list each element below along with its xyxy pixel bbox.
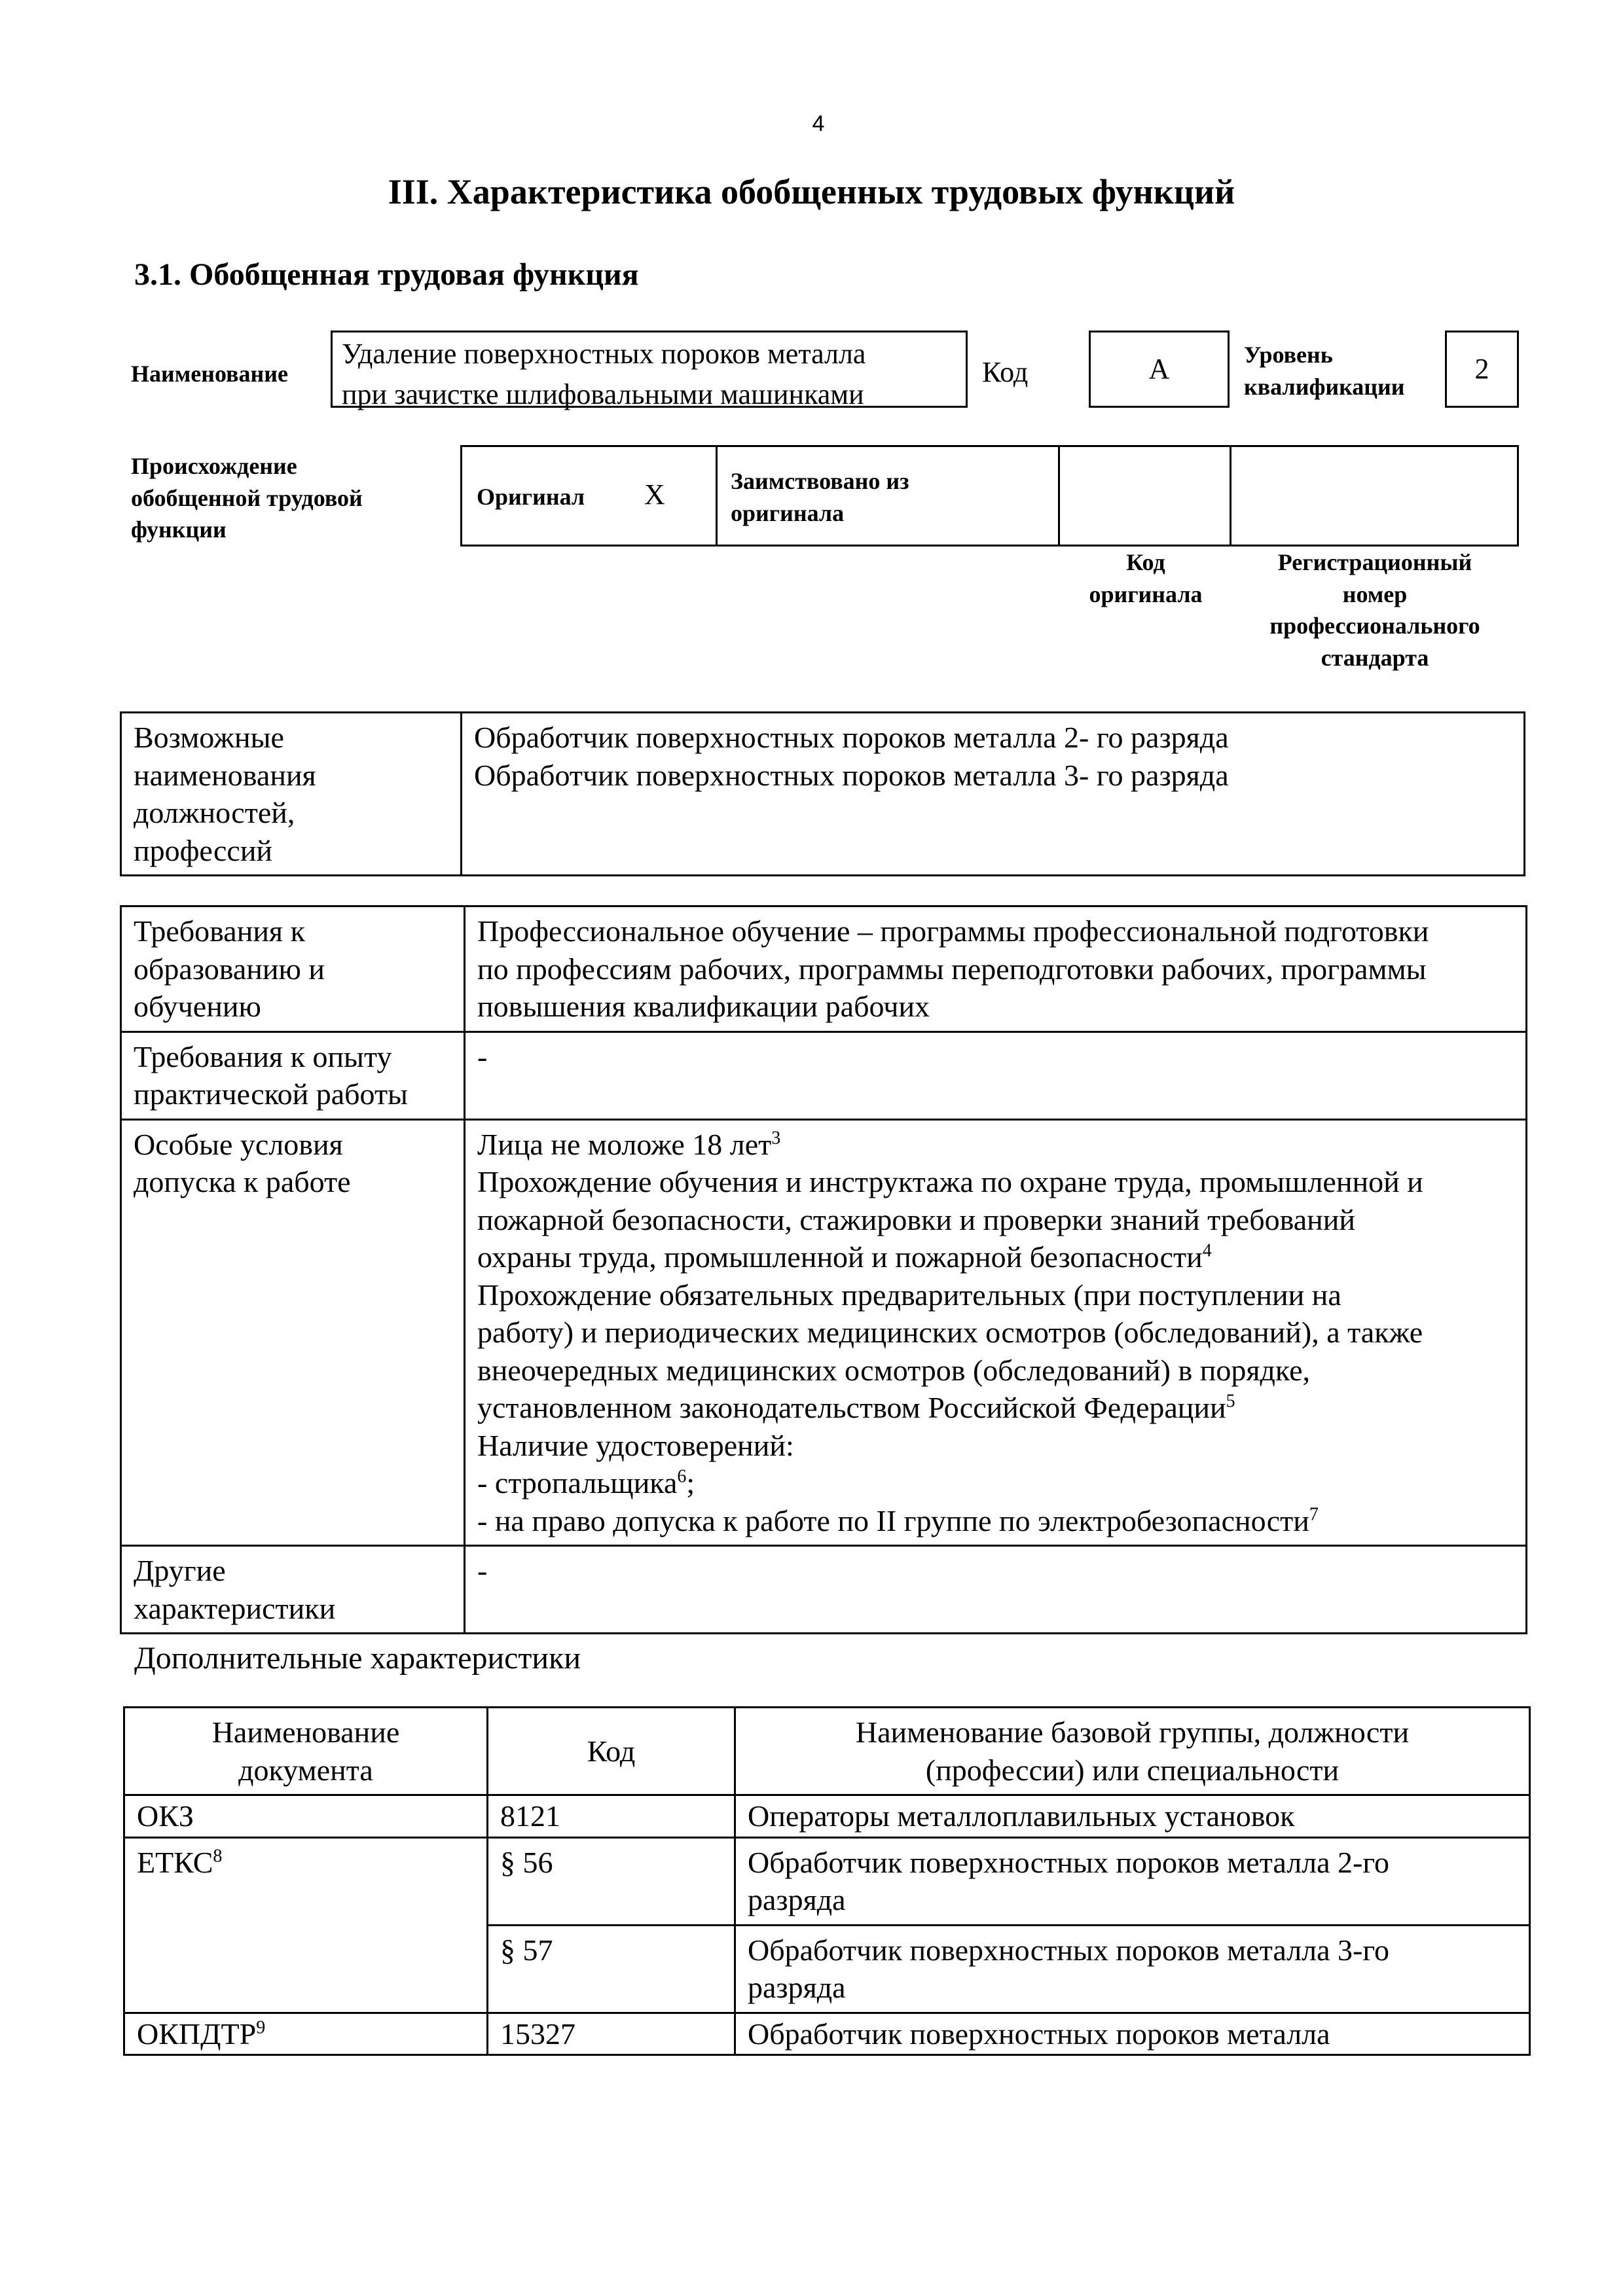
conditions-line5: Прохождение обязательных предварительных (при поступлении на <box>477 1278 1341 1312</box>
other-label-line1: Другие <box>134 1554 226 1587</box>
okz-code: 8121 <box>488 1795 735 1838</box>
positions-label-line1: Возможные <box>134 721 284 754</box>
conditions-line11-text: - на право допуска к работе по II группе по электробезопасности <box>477 1503 1309 1537</box>
positions-value-line2: Обработчик поверхностных пороков металла 3- го разряда <box>474 758 1229 792</box>
origin-label-line1: Происхождение <box>131 453 297 479</box>
column-header-document <box>124 1708 488 1795</box>
conditions-line3: пожарной безопасности, стажировки и проверки знаний требований <box>477 1202 1356 1236</box>
conditions-line4-text: охраны труда, промышленной и пожарной безопасности <box>477 1240 1203 1274</box>
footnote-ref-4: 4 <box>1202 1240 1212 1261</box>
registration-line3: профессионального <box>1269 613 1480 639</box>
column-header-name <box>735 1708 1530 1795</box>
positions-label <box>121 713 462 876</box>
column-header-name-line1: Наименование базовой группы, должности <box>855 1715 1410 1749</box>
education-label-line2: образованию и <box>134 952 325 986</box>
footnote-ref-8: 8 <box>213 1846 223 1867</box>
education-line2: по профессиям рабочих, программы переподготовки рабочих, программы <box>477 952 1427 986</box>
column-header-name-line2: (профессии) или специальности <box>925 1753 1340 1787</box>
table-row <box>121 906 1527 1032</box>
etks-name-57-line2: разряда <box>748 1971 846 2004</box>
positions-label-line2: наименования <box>134 758 316 792</box>
other-label-line2: характеристики <box>134 1591 336 1625</box>
level-label-line1: Уровень <box>1244 342 1333 368</box>
subsection-title: 3.1. Обобщенная трудовая функция <box>134 257 639 292</box>
code-original-line1: Код <box>1126 549 1165 575</box>
table-row <box>121 1119 1527 1546</box>
level-label <box>1244 339 1405 403</box>
table-row <box>124 1837 1530 1925</box>
conditions-label <box>121 1119 465 1546</box>
positions-value-line1: Обработчик поверхностных пороков металла 2- го разряда <box>474 721 1229 754</box>
additional-table <box>123 1706 1531 2056</box>
conditions-line2: Прохождение обучения и инструктажа по охране труда, промышленной и <box>477 1165 1423 1198</box>
conditions-label-line2: допуска к работе <box>134 1165 351 1198</box>
okpdtr-document-text: ОКПДТР <box>137 2017 257 2051</box>
etks-name-57-line1: Обработчик поверхностных пороков металла 3-го <box>748 1933 1390 1967</box>
origin-divider-1 <box>716 447 718 547</box>
code-value-box: А <box>1089 331 1230 408</box>
conditions-label-line1: Особые условия <box>134 1127 343 1161</box>
column-header-document-line1: Наименование <box>211 1715 400 1749</box>
table-row <box>121 713 1525 876</box>
conditions-line9: Наличие удостоверений: <box>477 1428 794 1462</box>
conditions-value <box>465 1119 1527 1546</box>
okz-document: ОКЗ <box>124 1795 488 1838</box>
footnote-ref-3: 3 <box>771 1128 781 1149</box>
positions-label-line3: должностей, <box>134 796 295 829</box>
education-line3: повышения квалификации рабочих <box>477 990 930 1023</box>
conditions-line10-tail: ; <box>686 1466 695 1499</box>
column-header-document-line2: документа <box>238 1753 373 1787</box>
experience-value: - <box>465 1031 1527 1119</box>
page-number: 4 <box>812 111 825 136</box>
name-label: Наименование <box>131 361 288 387</box>
table-row <box>121 1031 1527 1119</box>
conditions-line10 <box>477 1464 1514 1502</box>
function-name-line1: Удаление поверхностных пороков металла <box>342 338 866 370</box>
table-row <box>124 2013 1530 2055</box>
borrowed-line2: оригинала <box>731 499 845 526</box>
conditions-line1-text: Лица не моложе 18 лет <box>477 1127 772 1161</box>
education-label-line1: Требования к <box>134 914 305 948</box>
additional-title: Дополнительные характеристики <box>134 1641 581 1676</box>
etks-document-text: ЕТКС <box>137 1845 213 1879</box>
level-value-box: 2 <box>1445 331 1519 408</box>
positions-value <box>462 713 1525 876</box>
code-original-line2: оригинала <box>1089 581 1203 607</box>
table-row <box>124 1795 1530 1838</box>
borrowed-label <box>731 465 909 529</box>
table-header-row <box>124 1708 1530 1795</box>
okz-name: Операторы металлоплавильных установок <box>735 1795 1530 1838</box>
conditions-line6: работу) и периодических медицинских осмотров (обследований), а также <box>477 1316 1423 1349</box>
origin-divider-3 <box>1230 447 1231 547</box>
code-label: Код <box>982 356 1029 388</box>
etks-name-56 <box>735 1837 1530 1925</box>
conditions-line10-text: - стропальщика <box>477 1466 678 1499</box>
function-name-line2: при зачистке шлифовальными машинками <box>342 378 864 410</box>
conditions-line8-text: установленном законодательством Российской Федерации <box>477 1391 1226 1424</box>
footnote-ref-7: 7 <box>1309 1504 1319 1525</box>
footnote-ref-9: 9 <box>256 2017 266 2038</box>
conditions-line4 <box>477 1238 1514 1276</box>
okpdtr-name: Обработчик поверхностных пороков металла <box>735 2013 1530 2055</box>
positions-label-line4: профессий <box>134 833 273 867</box>
okpdtr-document <box>124 2013 488 2055</box>
other-value: - <box>465 1546 1527 1634</box>
experience-label-line1: Требования к опыту <box>134 1039 392 1073</box>
conditions-line8 <box>477 1389 1514 1427</box>
footnote-ref-5: 5 <box>1226 1391 1235 1412</box>
okpdtr-code: 15327 <box>488 2013 735 2055</box>
education-label-line3: обучению <box>134 990 261 1023</box>
etks-name-57 <box>735 1925 1530 2013</box>
footnote-ref-6: 6 <box>677 1466 687 1487</box>
original-label: Оригинал <box>477 484 585 510</box>
code-original-caption <box>1048 547 1244 610</box>
education-value <box>465 906 1527 1032</box>
conditions-line11 <box>477 1502 1514 1540</box>
registration-line4: стандарта <box>1321 644 1429 671</box>
etks-document <box>124 1837 488 2013</box>
positions-table <box>120 711 1525 876</box>
origin-box <box>460 445 1519 547</box>
etks-name-56-line1: Обработчик поверхностных пороков металла 2-го <box>748 1845 1390 1879</box>
level-label-line2: квалификации <box>1244 373 1405 400</box>
experience-label <box>121 1031 465 1119</box>
education-line1: Профессиональное обучение – программы профессиональной подготовки <box>477 914 1429 948</box>
origin-label-line3: функции <box>131 516 227 543</box>
origin-label <box>131 450 363 546</box>
conditions-line1 <box>477 1126 1514 1164</box>
requirements-table <box>120 905 1527 1634</box>
etks-name-56-line2: разряда <box>748 1883 846 1916</box>
registration-caption <box>1231 547 1519 673</box>
other-label <box>121 1546 465 1634</box>
origin-divider-2 <box>1058 447 1060 547</box>
origin-label-line2: обобщенной трудовой <box>131 484 363 511</box>
registration-line2: номер <box>1342 581 1408 607</box>
etks-code-57: § 57 <box>488 1925 735 2013</box>
column-header-code: Код <box>488 1708 735 1795</box>
experience-label-line2: практической работы <box>134 1077 408 1111</box>
education-label <box>121 906 465 1032</box>
original-mark: X <box>644 478 665 511</box>
borrowed-line1: Заимствовано из <box>731 468 909 494</box>
table-row <box>121 1546 1527 1634</box>
function-name-box <box>331 331 968 408</box>
etks-code-56: § 56 <box>488 1837 735 1925</box>
conditions-line7: внеочередных медицинских осмотров (обследований) в порядке, <box>477 1353 1311 1387</box>
registration-line1: Регистрационный <box>1277 549 1472 575</box>
section-title: III. Характеристика обобщенных трудовых функций <box>388 172 1235 211</box>
